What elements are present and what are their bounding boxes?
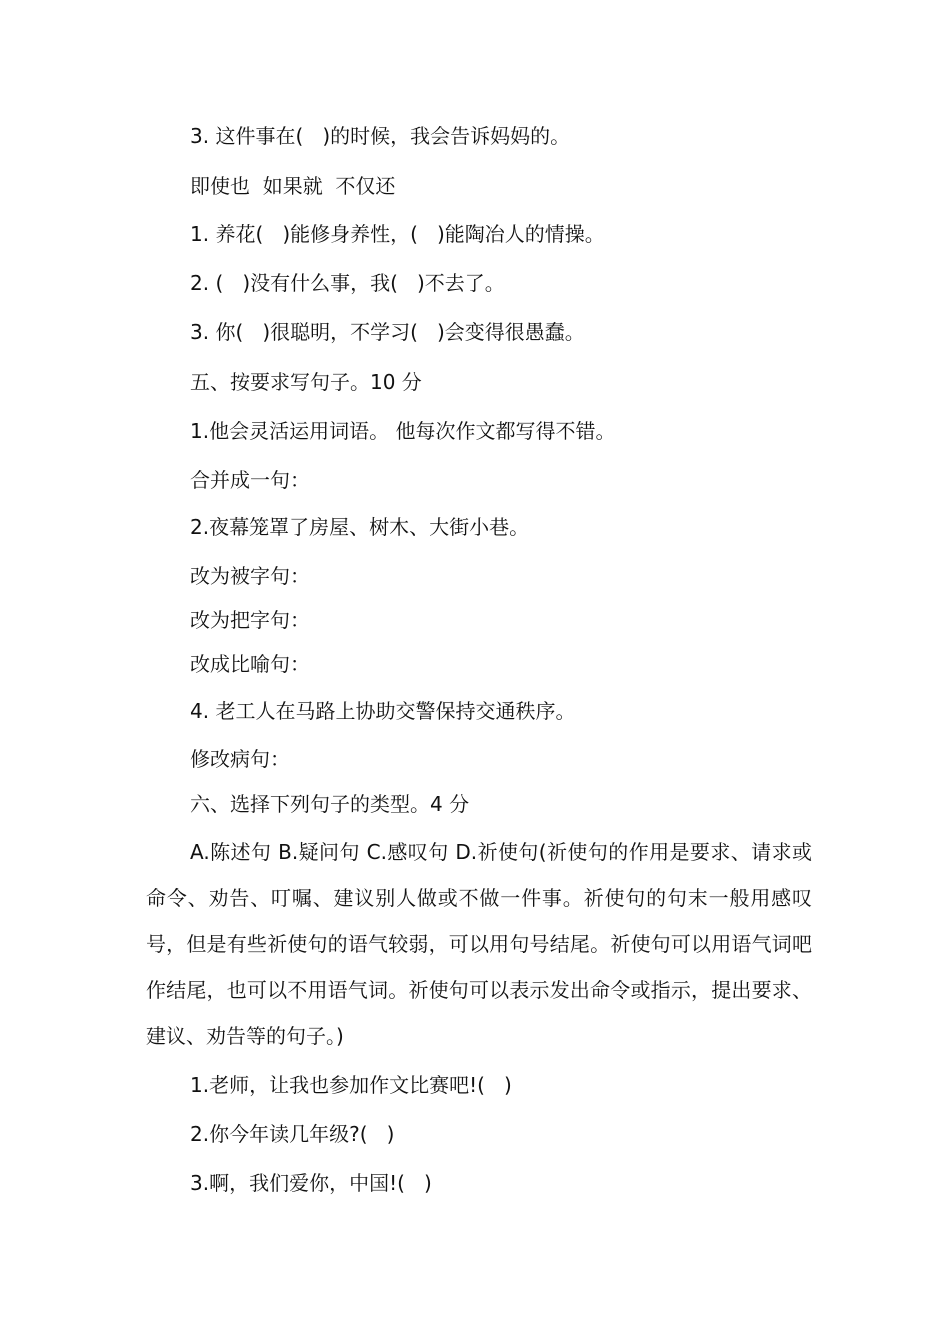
question-line: 3.啊，我们爱你，中国!( ) bbox=[190, 1171, 432, 1195]
sentence-type-paragraph: A.陈述句 B.疑问句 C.感叹句 D.祈使句(祈使句的作用是要求、请求或命令、劝告、叮嘱、建议别人做或不做一件事。祈使句的句末一般用感叹号，但是有些祈使句的语气较弱，可以用句号结尾。祈使句可以用语气词吧作结尾，也可以不用语气词。祈使句可以表示发出命令或指示，提出要求、建议、劝告等的句子。) bbox=[146, 840, 812, 1048]
instruction-line: 合并成一句： bbox=[190, 468, 310, 492]
word-options: 即使也 如果就 不仅还 bbox=[190, 174, 396, 198]
exercise-line: 4. 老工人在马路上协助交警保持交通秩序。 bbox=[190, 699, 576, 723]
exercise-line: 2.夜幕笼罩了房屋、树木、大街小巷。 bbox=[190, 515, 530, 539]
exercise-line: 2. ( )没有什么事，我( )不去了。 bbox=[190, 271, 505, 295]
instruction-line: 改成比喻句： bbox=[190, 652, 310, 676]
exercise-line: 3. 这件事在( )的时候，我会告诉妈妈的。 bbox=[190, 124, 571, 148]
section-heading: 六、选择下列句子的类型。4 分 bbox=[190, 792, 470, 816]
exercise-line: 3. 你( )很聪明，不学习( )会变得很愚蠢。 bbox=[190, 320, 585, 344]
exercise-line: 1.他会灵活运用词语。 他每次作文都写得不错。 bbox=[190, 419, 616, 443]
question-line: 1.老师，让我也参加作文比赛吧!( ) bbox=[190, 1073, 512, 1097]
instruction-line: 修改病句： bbox=[190, 747, 290, 771]
section-heading: 五、按要求写句子。10 分 bbox=[190, 370, 422, 394]
instruction-line: 改为把字句： bbox=[190, 608, 310, 632]
exercise-line: 1. 养花( )能修身养性，( )能陶冶人的情操。 bbox=[190, 222, 605, 246]
instruction-line: 改为被字句： bbox=[190, 564, 310, 588]
question-line: 2.你今年读几年级?( ) bbox=[190, 1122, 395, 1146]
